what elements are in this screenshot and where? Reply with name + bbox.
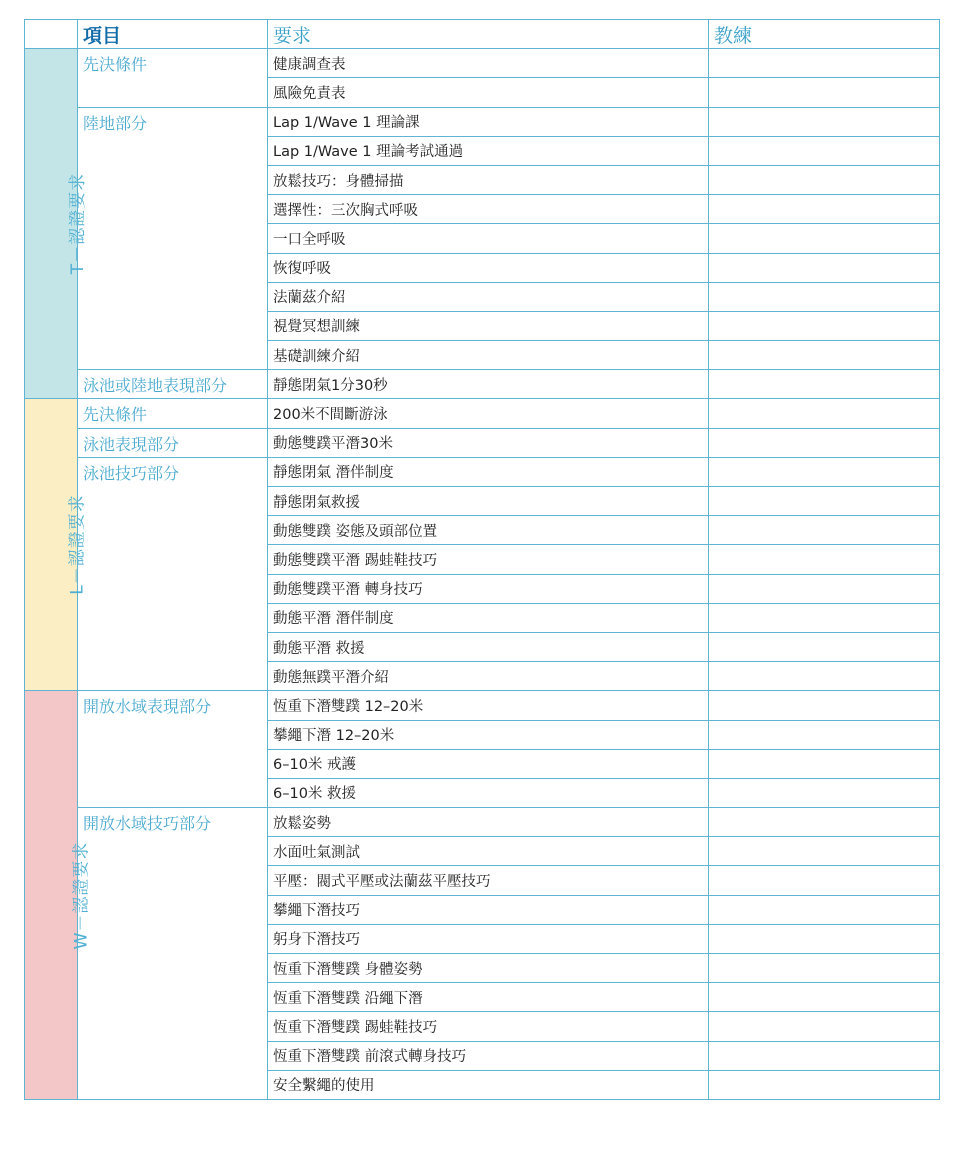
item-l-pool-skill: 泳池技巧部分 — [78, 457, 268, 691]
certification-requirements-table — [24, 19, 940, 1100]
requirement-cell: 恢復呼吸 — [268, 253, 709, 282]
header-requirement: 要求 — [268, 20, 709, 49]
coach-signoff-cell[interactable] — [709, 370, 940, 399]
coach-signoff-cell[interactable] — [709, 341, 940, 370]
requirement-cell: 風險免責表 — [268, 78, 709, 107]
coach-signoff-cell[interactable] — [709, 545, 940, 574]
coach-signoff-cell[interactable] — [709, 136, 940, 165]
requirement-cell: 動態雙蹼 姿態及頭部位置 — [268, 516, 709, 545]
coach-signoff-cell[interactable] — [709, 837, 940, 866]
header-blank — [25, 20, 78, 49]
table-row — [25, 428, 940, 457]
coach-signoff-cell[interactable] — [709, 78, 940, 107]
header-row — [25, 20, 940, 49]
requirement-cell: 動態雙蹼平潛30米 — [268, 428, 709, 457]
requirement-cell: 恆重下潛雙蹼 踢蛙鞋技巧 — [268, 1012, 709, 1041]
requirement-cell: Lap 1/Wave 1 理論考試通過 — [268, 136, 709, 165]
coach-signoff-cell[interactable] — [709, 457, 940, 486]
requirement-cell: 放鬆姿勢 — [268, 808, 709, 837]
table-row — [25, 370, 940, 399]
coach-signoff-cell[interactable] — [709, 428, 940, 457]
coach-signoff-cell[interactable] — [709, 924, 940, 953]
coach-signoff-cell[interactable] — [709, 808, 940, 837]
coach-signoff-cell[interactable] — [709, 983, 940, 1012]
item-w-ow-perf: 開放水域表現部分 — [78, 691, 268, 808]
requirement-cell: 一口全呼吸 — [268, 224, 709, 253]
coach-signoff-cell[interactable] — [709, 516, 940, 545]
requirement-cell: 恆重下潛雙蹼 身體姿勢 — [268, 954, 709, 983]
requirement-cell: 恆重下潛雙蹼 12–20米 — [268, 691, 709, 720]
coach-signoff-cell[interactable] — [709, 632, 940, 661]
coach-signoff-cell[interactable] — [709, 311, 940, 340]
coach-signoff-cell[interactable] — [709, 866, 940, 895]
header-coach: 教練 — [709, 20, 940, 49]
requirement-cell: 基礎訓練介紹 — [268, 341, 709, 370]
requirement-cell: 躬身下潛技巧 — [268, 924, 709, 953]
coach-signoff-cell[interactable] — [709, 107, 940, 136]
category-t-label: T－認證要求 — [68, 173, 89, 275]
coach-signoff-cell[interactable] — [709, 282, 940, 311]
coach-signoff-cell[interactable] — [709, 895, 940, 924]
coach-signoff-cell[interactable] — [709, 399, 940, 428]
requirement-cell: 200米不間斷游泳 — [268, 399, 709, 428]
category-l — [25, 399, 88, 691]
coach-signoff-cell[interactable] — [709, 749, 940, 778]
category-w-label: W－認證要求 — [71, 841, 92, 950]
coach-signoff-cell[interactable] — [709, 253, 940, 282]
item-w-ow-skill: 開放水域技巧部分 — [78, 808, 268, 1100]
coach-signoff-cell[interactable] — [709, 49, 940, 78]
coach-signoff-cell[interactable] — [709, 1041, 940, 1070]
requirement-cell: 動態平潛 救援 — [268, 632, 709, 661]
item-l-pool-perf: 泳池表現部分 — [78, 428, 268, 457]
category-t — [25, 49, 89, 399]
coach-signoff-cell[interactable] — [709, 720, 940, 749]
coach-signoff-cell[interactable] — [709, 1070, 940, 1099]
requirement-cell: 法蘭茲介紹 — [268, 282, 709, 311]
coach-signoff-cell[interactable] — [709, 165, 940, 194]
requirement-cell: 恆重下潛雙蹼 前滾式轉身技巧 — [268, 1041, 709, 1070]
requirement-cell: 視覺冥想訓練 — [268, 311, 709, 340]
item-l-prereq: 先決條件 — [78, 399, 268, 428]
requirement-cell: 動態雙蹼平潛 轉身技巧 — [268, 574, 709, 603]
coach-signoff-cell[interactable] — [709, 195, 940, 224]
coach-signoff-cell[interactable] — [709, 487, 940, 516]
category-l-label: L－認證要求 — [67, 494, 88, 596]
coach-signoff-cell[interactable] — [709, 574, 940, 603]
coach-signoff-cell[interactable] — [709, 691, 940, 720]
table-row — [25, 107, 940, 136]
category-w — [25, 691, 92, 1100]
requirement-cell: 動態無蹼平潛介紹 — [268, 662, 709, 691]
header-item: 項目 — [78, 20, 268, 49]
coach-signoff-cell[interactable] — [709, 1012, 940, 1041]
table-row — [25, 457, 940, 486]
requirement-cell: 靜態閉氣 潛伴制度 — [268, 457, 709, 486]
requirement-cell: 攀繩下潛技巧 — [268, 895, 709, 924]
requirement-cell: 6–10米 救援 — [268, 778, 709, 807]
coach-signoff-cell[interactable] — [709, 603, 940, 632]
requirement-cell: 水面吐氣測試 — [268, 837, 709, 866]
coach-signoff-cell[interactable] — [709, 224, 940, 253]
item-t-prereq: 先決條件 — [78, 49, 268, 107]
requirement-cell: 放鬆技巧：身體掃描 — [268, 165, 709, 194]
requirement-cell: 6–10米 戒護 — [268, 749, 709, 778]
requirement-cell: 靜態閉氣1分30秒 — [268, 370, 709, 399]
coach-signoff-cell[interactable] — [709, 778, 940, 807]
requirement-cell: 平壓：閥式平壓或法蘭茲平壓技巧 — [268, 866, 709, 895]
coach-signoff-cell[interactable] — [709, 954, 940, 983]
table-row — [25, 808, 940, 837]
coach-signoff-cell[interactable] — [709, 662, 940, 691]
requirement-cell: 恆重下潛雙蹼 沿繩下潛 — [268, 983, 709, 1012]
item-t-pool-or-land: 泳池或陸地表現部分 — [78, 370, 268, 399]
requirement-cell: 健康調查表 — [268, 49, 709, 78]
requirement-cell: 選擇性：三次胸式呼吸 — [268, 195, 709, 224]
table-row — [25, 49, 940, 78]
table-row — [25, 691, 940, 720]
requirement-cell: 攀繩下潛 12–20米 — [268, 720, 709, 749]
requirement-cell: 動態雙蹼平潛 踢蛙鞋技巧 — [268, 545, 709, 574]
requirement-cell: 安全繫繩的使用 — [268, 1070, 709, 1099]
requirement-cell: Lap 1/Wave 1 理論課 — [268, 107, 709, 136]
table-row — [25, 399, 940, 428]
requirement-cell: 動態平潛 潛伴制度 — [268, 603, 709, 632]
requirement-cell: 靜態閉氣救援 — [268, 487, 709, 516]
item-t-land: 陸地部分 — [78, 107, 268, 370]
